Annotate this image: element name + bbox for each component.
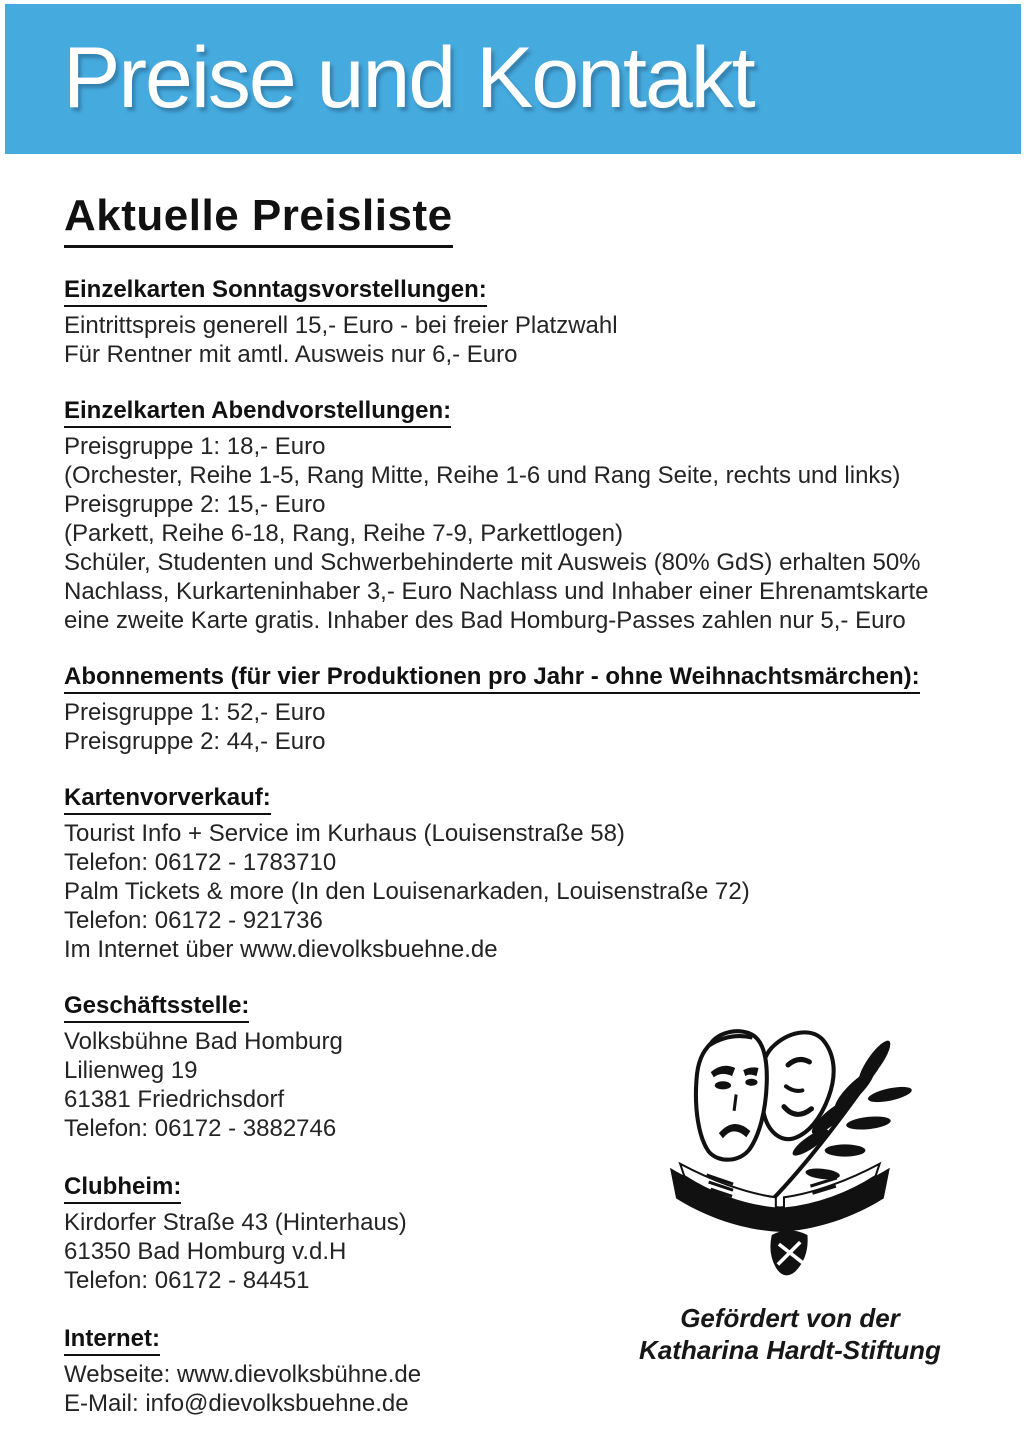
text-line: Für Rentner mit amtl. Ausweis nur 6,- Euro: [64, 340, 518, 368]
text-line: (Orchester, Reihe 1-5, Rang Mitte, Reihe 1-6 und Rang Seite, rechts und links): [64, 461, 901, 489]
section-heading: Einzelkarten Sonntagsvorstellungen:: [64, 276, 487, 307]
text-line: Im Internet über www.dievolksbuehne.de: [64, 935, 498, 963]
section-heading: Einzelkarten Abendvorstellungen:: [64, 397, 451, 428]
text-line: Telefon: 06172 - 921736: [64, 906, 323, 934]
text-line: E-Mail: info@dievolksbuehne.de: [64, 1389, 409, 1417]
text-line: Preisgruppe 2: 15,- Euro: [64, 490, 326, 518]
text-line: Preisgruppe 1: 52,- Euro: [64, 698, 326, 726]
funding-caption-line2: Katharina Hardt-Stiftung: [639, 1335, 941, 1365]
text-line: Lilienweg 19: [64, 1056, 198, 1084]
text-line: eine zweite Karte gratis. Inhaber des Bad Homburg-Passes zahlen nur 5,- Euro: [64, 606, 906, 634]
section-kartenvorverkauf: [64, 784, 984, 964]
section-heading: Internet:: [64, 1325, 160, 1356]
section-heading: Geschäftsstelle:: [64, 992, 249, 1023]
funding-caption-line1: Gefördert von der: [680, 1303, 900, 1333]
text-line: 61350 Bad Homburg v.d.H: [64, 1237, 347, 1265]
text-line: Nachlass, Kurkarteninhaber 3,- Euro Nachlass und Inhaber einer Ehrenamtskarte: [64, 577, 929, 605]
header-band: [5, 4, 1021, 154]
text-line: Palm Tickets & more (In den Louisenarkaden, Louisenstraße 72): [64, 877, 750, 905]
text-line: Preisgruppe 2: 44,- Euro: [64, 727, 326, 755]
text-line: Kirdorfer Straße 43 (Hinterhaus): [64, 1208, 407, 1236]
page-header-title: Preise und Kontakt: [63, 30, 754, 126]
text-line: Eintrittspreis generell 15,- Euro - bei freier Platzwahl: [64, 311, 618, 339]
text-line: Telefon: 06172 - 84451: [64, 1266, 310, 1294]
text-line: Webseite: www.dievolksbühne.de: [64, 1360, 422, 1388]
text-line: Schüler, Studenten und Schwerbehinderte mit Ausweis (80% GdS) erhalten 50%: [64, 548, 921, 576]
text-line: (Parkett, Reihe 6-18, Rang, Reihe 7-9, Parkettlogen): [64, 519, 623, 547]
text-line: Telefon: 06172 - 3882746: [64, 1114, 337, 1142]
text-line: Volksbühne Bad Homburg: [64, 1027, 343, 1055]
text-line: Telefon: 06172 - 1783710: [64, 848, 337, 876]
text-line: Preisgruppe 1: 18,- Euro: [64, 432, 326, 460]
section-heading: Clubheim:: [64, 1173, 181, 1204]
theater-masks-book-logo: [655, 1009, 915, 1294]
section-einzelkarten-sonntagsvorstellungen: [64, 276, 984, 369]
text-line: 61381 Friedrichsdorf: [64, 1085, 285, 1113]
section-einzelkarten-abendvorstellungen: [64, 397, 984, 635]
page-title: Aktuelle Preisliste: [64, 192, 453, 248]
funding-caption: [625, 1302, 955, 1366]
section-heading: Kartenvorverkauf:: [64, 784, 271, 815]
text-line: Tourist Info + Service im Kurhaus (Louisenstraße 58): [64, 819, 625, 847]
section-heading: Abonnements (für vier Produktionen pro Jahr - ohne Weihnachtsmärchen):: [64, 663, 920, 694]
section-abonnements: [64, 663, 984, 756]
